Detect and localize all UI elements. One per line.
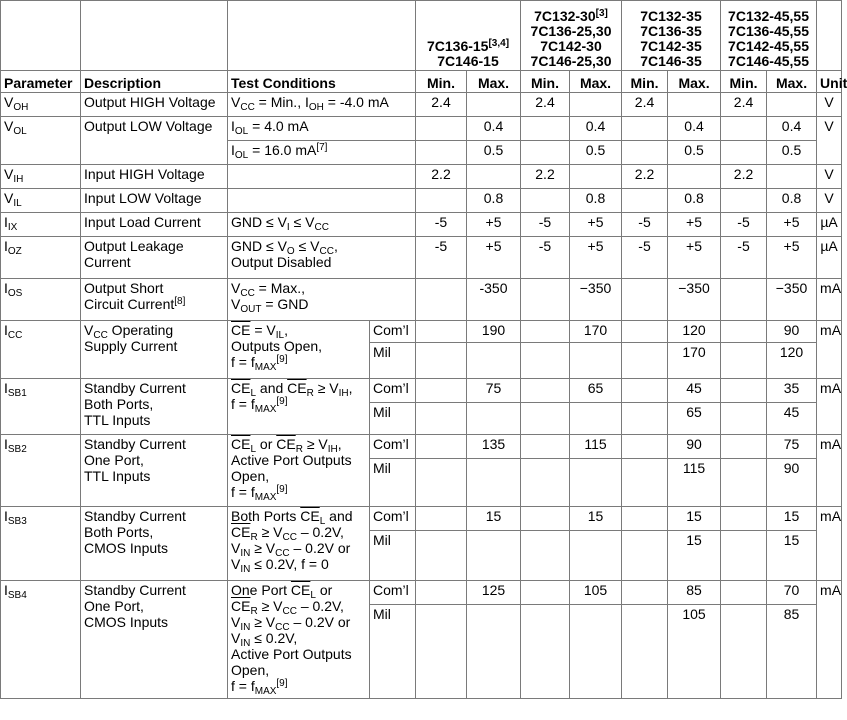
cond-cell: One Port $\overline{CE}_L$ or $\overline{CE}_R \ge V_{CC} - 0.2V$, $V_{IN} \ge V_{CC} - 0.2V$ or $V_{IN} \le 0.2V$, Active Port Outputs Open, $f = f_{MAX}[9]$ xyxy=(228,581,370,699)
min-value xyxy=(521,581,570,605)
min-value xyxy=(622,117,668,141)
max-value: +5 xyxy=(570,213,622,237)
parameter-header: Parameter xyxy=(1,71,81,93)
unit-cell: mA xyxy=(817,321,842,379)
min-value xyxy=(721,531,767,581)
min-value: -5 xyxy=(721,237,767,279)
min-value xyxy=(622,343,668,379)
min-value: 2.4 xyxy=(416,93,467,117)
max-value: 170 xyxy=(570,321,622,343)
min-value xyxy=(721,343,767,379)
param-cell: $I_{SB3}$ xyxy=(1,507,81,581)
min-value xyxy=(521,435,570,459)
max-value: 115 xyxy=(668,459,721,507)
max-value: 0.8 xyxy=(668,189,721,213)
max-value: -350 xyxy=(467,279,521,321)
desc-cell: Standby Current Both Ports, CMOS Inputs xyxy=(81,507,228,581)
max-value: 0.8 xyxy=(570,189,622,213)
max-value: +5 xyxy=(767,213,817,237)
max-value: 135 xyxy=(467,435,521,459)
coml-label: Com’l xyxy=(370,379,416,403)
mil-label: Mil xyxy=(370,605,416,699)
coml-label: Com’l xyxy=(370,581,416,605)
max-value xyxy=(668,165,721,189)
min-value xyxy=(416,343,467,379)
min-value xyxy=(622,141,668,165)
max-value: 65 xyxy=(668,403,721,435)
min-header: Min. xyxy=(721,71,767,93)
min-value xyxy=(721,379,767,403)
min-value xyxy=(416,507,467,531)
param-cell: $V_{IH}$ xyxy=(1,165,81,189)
min-value xyxy=(721,403,767,435)
cond-cell: $\overline{CE}_L$ or $\overline{CE}_R \ge V_{IH}$, Active Port Outputs Open, $f = f_{MAX}[9]$ xyxy=(228,435,370,507)
min-value: 2.2 xyxy=(416,165,467,189)
param-cell: $I_{CC}$ xyxy=(1,321,81,379)
min-value xyxy=(416,279,467,321)
min-value xyxy=(622,403,668,435)
unit-header: Unit xyxy=(817,71,842,93)
min-value xyxy=(622,581,668,605)
min-value xyxy=(521,141,570,165)
footnote-ref: [3] xyxy=(595,8,608,19)
max-value: 90 xyxy=(767,321,817,343)
max-value: 90 xyxy=(668,435,721,459)
min-header: Min. xyxy=(521,71,570,93)
min-value xyxy=(622,605,668,699)
param-cell: $I_{OZ}$ xyxy=(1,237,81,279)
group-header-35: 7C132-35 7C136-35 7C142-35 7C146-35 xyxy=(622,1,721,71)
unit-cell: mA xyxy=(817,435,842,507)
max-value: 0.4 xyxy=(767,117,817,141)
min-value xyxy=(416,117,467,141)
group-header-15: 7C136-15[3,4] 7C146-15 xyxy=(416,1,521,71)
min-value: -5 xyxy=(721,213,767,237)
group-header-30: 7C132-30[3] 7C136-25,30 7C142-30 7C146-25,30 xyxy=(521,1,622,71)
min-value xyxy=(721,279,767,321)
table-row-isb3 xyxy=(1,507,842,531)
blank-header-cell xyxy=(1,1,81,71)
min-value xyxy=(416,379,467,403)
desc-cell: Output HIGH Voltage xyxy=(81,93,228,117)
max-value: 15 xyxy=(668,507,721,531)
min-value xyxy=(521,279,570,321)
param-cell: $V_{OH}$ xyxy=(1,93,81,117)
min-value xyxy=(521,459,570,507)
min-value xyxy=(416,581,467,605)
param-cell: $I_{IX}$ xyxy=(1,213,81,237)
desc-cell: Input LOW Voltage xyxy=(81,189,228,213)
cond-cell xyxy=(228,165,416,189)
max-value: 15 xyxy=(767,531,817,581)
table-row-isb2 xyxy=(1,435,842,459)
desc-cell: Output Short Circuit Current[8] xyxy=(81,279,228,321)
max-value xyxy=(570,403,622,435)
min-value xyxy=(721,189,767,213)
desc-cell: Standby Current One Port, TTL Inputs xyxy=(81,435,228,507)
max-value: 105 xyxy=(570,581,622,605)
max-value: 0.5 xyxy=(668,141,721,165)
max-value xyxy=(570,93,622,117)
table-row-ioz xyxy=(1,237,842,279)
min-value xyxy=(416,141,467,165)
description-header: Description xyxy=(81,71,228,93)
max-value: +5 xyxy=(767,237,817,279)
group-header-row xyxy=(1,1,842,71)
desc-cell: Standby Current Both Ports, TTL Inputs xyxy=(81,379,228,435)
max-value: 0.4 xyxy=(467,117,521,141)
max-value: 0.8 xyxy=(767,189,817,213)
max-value: 45 xyxy=(767,403,817,435)
max-header: Max. xyxy=(668,71,721,93)
max-value: 35 xyxy=(767,379,817,403)
max-value: 65 xyxy=(570,379,622,403)
param-cell: $V_{OL}$ xyxy=(1,117,81,165)
min-value: -5 xyxy=(622,237,668,279)
param-cell: $I_{OS}$ xyxy=(1,279,81,321)
desc-cell: Input Load Current xyxy=(81,213,228,237)
max-value: +5 xyxy=(668,237,721,279)
table-row-ios xyxy=(1,279,842,321)
max-value: 0.5 xyxy=(467,141,521,165)
max-value: −350 xyxy=(668,279,721,321)
table-row-isb4 xyxy=(1,581,842,605)
min-value xyxy=(622,459,668,507)
coml-label: Com’l xyxy=(370,321,416,343)
max-value xyxy=(570,165,622,189)
table-row-isb1 xyxy=(1,379,842,403)
table-row-vil xyxy=(1,189,842,213)
max-value: 0.5 xyxy=(767,141,817,165)
max-header: Max. xyxy=(570,71,622,93)
max-value: 105 xyxy=(668,605,721,699)
max-value: 170 xyxy=(668,343,721,379)
min-value: 2.4 xyxy=(721,93,767,117)
max-value: +5 xyxy=(668,213,721,237)
desc-cell: Output Leakage Current xyxy=(81,237,228,279)
min-value xyxy=(622,507,668,531)
cond-cell: $V_{CC}$ = Min., $I_{OH} = -4.0$ mA xyxy=(228,93,416,117)
max-value: 0.5 xyxy=(570,141,622,165)
unit-cell: V xyxy=(817,165,842,189)
min-value: -5 xyxy=(622,213,668,237)
min-value xyxy=(721,507,767,531)
min-value xyxy=(721,459,767,507)
table-row-vih xyxy=(1,165,842,189)
min-value xyxy=(721,435,767,459)
min-value xyxy=(521,343,570,379)
min-header: Min. xyxy=(416,71,467,93)
cond-cell: $I_{OL} = 4.0$ mA xyxy=(228,117,416,141)
param-cell: $I_{SB4}$ xyxy=(1,581,81,699)
unit-cell: V xyxy=(817,189,842,213)
min-value xyxy=(521,379,570,403)
max-value xyxy=(467,459,521,507)
min-value xyxy=(622,321,668,343)
min-value xyxy=(416,459,467,507)
min-value xyxy=(521,605,570,699)
min-value xyxy=(622,189,668,213)
desc-cell: Output LOW Voltage xyxy=(81,117,228,165)
max-value: +5 xyxy=(467,213,521,237)
max-value: −350 xyxy=(570,279,622,321)
max-value xyxy=(570,605,622,699)
column-header-row xyxy=(1,71,842,93)
max-value xyxy=(467,165,521,189)
mil-label: Mil xyxy=(370,531,416,581)
footnote-ref: [3,4] xyxy=(488,38,510,49)
min-value: -5 xyxy=(416,213,467,237)
unit-cell: mA xyxy=(817,581,842,699)
min-value: 2.2 xyxy=(521,165,570,189)
unit-cell: V xyxy=(817,93,842,117)
max-value xyxy=(570,343,622,379)
cond-cell xyxy=(228,189,416,213)
min-value: 2.4 xyxy=(521,93,570,117)
blank-header-cell xyxy=(81,1,228,71)
min-value: 2.2 xyxy=(721,165,767,189)
cond-cell: GND ≤ $V_O \le V_{CC}$, Output Disabled xyxy=(228,237,416,279)
max-value xyxy=(467,531,521,581)
unit-cell: mA xyxy=(817,379,842,435)
max-value: 120 xyxy=(668,321,721,343)
cond-cell: Both Ports $\overline{CE}_L$ and $\overline{CE}_R \ge V_{CC} - 0.2V$, $V_{IN} \ge V_{CC} - 0.2V$ or $V_{IN} \le 0.2V$, f = 0 xyxy=(228,507,370,581)
max-value xyxy=(570,531,622,581)
param-cell: $I_{SB2}$ xyxy=(1,435,81,507)
min-value xyxy=(416,189,467,213)
min-header: Min. xyxy=(622,71,668,93)
max-value: 15 xyxy=(467,507,521,531)
min-value xyxy=(416,321,467,343)
mil-label: Mil xyxy=(370,403,416,435)
desc-cell: Standby Current One Port, CMOS Inputs xyxy=(81,581,228,699)
unit-cell: µA xyxy=(817,237,842,279)
max-value: 0.4 xyxy=(668,117,721,141)
max-value xyxy=(767,165,817,189)
min-value xyxy=(721,117,767,141)
max-value: +5 xyxy=(570,237,622,279)
max-value: 0.8 xyxy=(467,189,521,213)
cond-cell: GND ≤ $V_I \le V_{CC}$ xyxy=(228,213,416,237)
min-value xyxy=(721,141,767,165)
min-value xyxy=(521,403,570,435)
min-value xyxy=(721,581,767,605)
max-value: 75 xyxy=(467,379,521,403)
cond-cell: $V_{CC}$ = Max., $V_{OUT}$ = GND xyxy=(228,279,416,321)
test-conditions-header: Test Conditions xyxy=(228,71,416,93)
min-value: -5 xyxy=(521,237,570,279)
min-value xyxy=(521,321,570,343)
max-value: 15 xyxy=(767,507,817,531)
min-value xyxy=(622,279,668,321)
desc-cell: Input HIGH Voltage xyxy=(81,165,228,189)
max-value: +5 xyxy=(467,237,521,279)
max-value xyxy=(570,459,622,507)
min-value: 2.4 xyxy=(622,93,668,117)
min-value xyxy=(521,507,570,531)
coml-label: Com’l xyxy=(370,507,416,531)
table-row-voh xyxy=(1,93,842,117)
desc-cell: $V_{CC}$ Operating Supply Current xyxy=(81,321,228,379)
max-value xyxy=(467,343,521,379)
max-value xyxy=(467,605,521,699)
blank-header-cell xyxy=(228,1,416,71)
table-row-iix xyxy=(1,213,842,237)
max-value xyxy=(767,93,817,117)
max-value: −350 xyxy=(767,279,817,321)
unit-cell: µA xyxy=(817,213,842,237)
min-value xyxy=(521,189,570,213)
mil-label: Mil xyxy=(370,459,416,507)
blank-header-cell xyxy=(817,1,842,71)
max-value: 85 xyxy=(767,605,817,699)
group-header-45: 7C132-45,55 7C136-45,55 7C142-45,55 7C146-45,55 xyxy=(721,1,817,71)
max-value: 15 xyxy=(668,531,721,581)
min-value xyxy=(622,435,668,459)
unit-cell: V xyxy=(817,117,842,165)
max-value: 45 xyxy=(668,379,721,403)
max-header: Max. xyxy=(767,71,817,93)
min-value xyxy=(521,531,570,581)
cond-cell: $\overline{CE}_L$ and $\overline{CE}_R \ge V_{IH}$, $f = f_{MAX}[9]$ xyxy=(228,379,370,435)
max-value xyxy=(467,93,521,117)
min-value: -5 xyxy=(416,237,467,279)
param-cell: $I_{SB1}$ xyxy=(1,379,81,435)
max-value: 90 xyxy=(767,459,817,507)
max-value: 125 xyxy=(467,581,521,605)
max-value: 0.4 xyxy=(570,117,622,141)
min-value xyxy=(521,117,570,141)
max-value: 75 xyxy=(767,435,817,459)
param-cell: $V_{IL}$ xyxy=(1,189,81,213)
max-value: 70 xyxy=(767,581,817,605)
min-value: -5 xyxy=(521,213,570,237)
unit-cell: mA xyxy=(817,507,842,581)
min-value xyxy=(416,605,467,699)
min-value: 2.2 xyxy=(622,165,668,189)
min-value xyxy=(721,605,767,699)
table-row-vol xyxy=(1,117,842,141)
min-value xyxy=(416,403,467,435)
table-row-icc xyxy=(1,321,842,343)
cond-cell: $\overline{CE} = V_{IL}$, Outputs Open, $f = f_{MAX}[9]$ xyxy=(228,321,370,379)
max-value: 190 xyxy=(467,321,521,343)
max-header: Max. xyxy=(467,71,521,93)
max-value: 115 xyxy=(570,435,622,459)
max-value xyxy=(467,403,521,435)
min-value xyxy=(622,531,668,581)
cond-cell: $I_{OL} = 16.0$ mA[7] xyxy=(228,141,416,165)
coml-label: Com’l xyxy=(370,435,416,459)
max-value: 85 xyxy=(668,581,721,605)
min-value xyxy=(416,435,467,459)
unit-cell: mA xyxy=(817,279,842,321)
min-value xyxy=(416,531,467,581)
min-value xyxy=(721,321,767,343)
max-value: 120 xyxy=(767,343,817,379)
min-value xyxy=(622,379,668,403)
max-value xyxy=(668,93,721,117)
max-value: 15 xyxy=(570,507,622,531)
mil-label: Mil xyxy=(370,343,416,379)
